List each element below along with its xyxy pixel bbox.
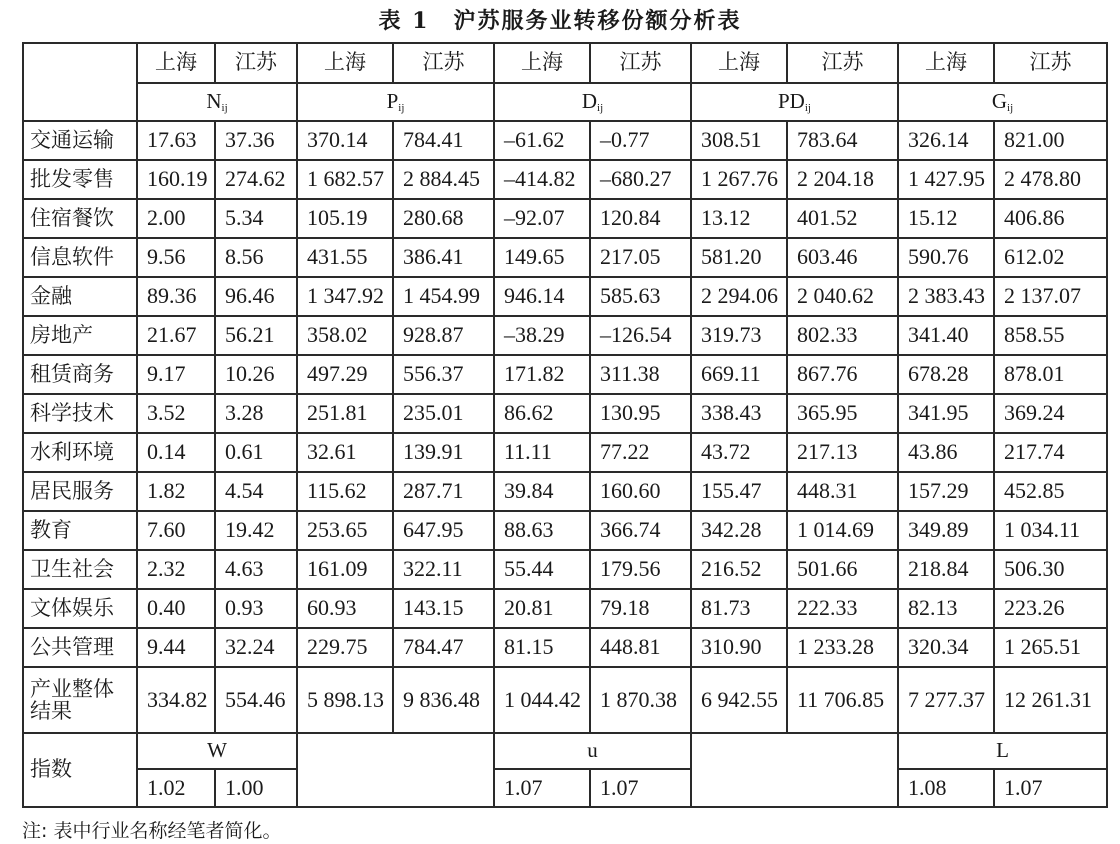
industry-label: 居民服务 (23, 472, 137, 511)
index-symbol: L (898, 733, 1107, 769)
table-cell: 448.31 (787, 472, 898, 511)
table-cell: 554.46 (215, 667, 297, 733)
table-cell: 0.40 (137, 589, 215, 628)
table-cell: 11 706.85 (787, 667, 898, 733)
table-cell: 274.62 (215, 160, 297, 199)
table-cell: 21.67 (137, 316, 215, 355)
table-cell: 310.90 (691, 628, 787, 667)
table-cell: 251.81 (297, 394, 393, 433)
table-cell: 157.29 (898, 472, 994, 511)
table-cell: 2 884.45 (393, 160, 494, 199)
industry-label: 文体娱乐 (23, 589, 137, 628)
region-header: 上海 (494, 43, 590, 83)
table-number: 表 1 (378, 8, 430, 34)
table-cell: 366.74 (590, 511, 691, 550)
table-cell: –38.29 (494, 316, 590, 355)
table-cell: 349.89 (898, 511, 994, 550)
table-cell: 222.33 (787, 589, 898, 628)
table-row (23, 394, 1107, 433)
table-cell: 88.63 (494, 511, 590, 550)
table-cell: 431.55 (297, 238, 393, 277)
table-row (23, 355, 1107, 394)
table-cell: 1 014.69 (787, 511, 898, 550)
table-cell: 878.01 (994, 355, 1107, 394)
table-cell: 2 040.62 (787, 277, 898, 316)
table-cell: 5.34 (215, 199, 297, 238)
table-cell: 802.33 (787, 316, 898, 355)
region-header: 江苏 (994, 43, 1107, 83)
table-cell: –92.07 (494, 199, 590, 238)
table-row (23, 511, 1107, 550)
region-header: 江苏 (393, 43, 494, 83)
index-value: 1.07 (994, 769, 1107, 807)
table-cell: 81.15 (494, 628, 590, 667)
table-cell: 115.62 (297, 472, 393, 511)
table-cell: 12 261.31 (994, 667, 1107, 733)
table-cell: 1 682.57 (297, 160, 393, 199)
table-cell: 9.56 (137, 238, 215, 277)
table-cell: 20.81 (494, 589, 590, 628)
table-cell: 2 204.18 (787, 160, 898, 199)
table-cell: 928.87 (393, 316, 494, 355)
table-cell: 358.02 (297, 316, 393, 355)
table-cell: 341.95 (898, 394, 994, 433)
table-row (23, 277, 1107, 316)
table-cell: 585.63 (590, 277, 691, 316)
index-symbol: W (137, 733, 297, 769)
table-cell: 386.41 (393, 238, 494, 277)
table-cell: 287.71 (393, 472, 494, 511)
table-cell: 448.81 (590, 628, 691, 667)
table-cell: 32.61 (297, 433, 393, 472)
table-cell: 19.42 (215, 511, 297, 550)
table-cell: 223.26 (994, 589, 1107, 628)
table-cell: 867.76 (787, 355, 898, 394)
table-cell: 81.73 (691, 589, 787, 628)
metric-header: $P_{ij}$ (297, 83, 494, 121)
index-value: 1.07 (494, 769, 590, 807)
total-row (23, 667, 1107, 733)
table-cell: 218.84 (898, 550, 994, 589)
data-rows (23, 121, 1107, 667)
table-cell: 280.68 (393, 199, 494, 238)
table-cell: 10.26 (215, 355, 297, 394)
table-cell: –414.82 (494, 160, 590, 199)
table-cell: 338.43 (691, 394, 787, 433)
table-cell: 217.13 (787, 433, 898, 472)
table-cell: 43.86 (898, 433, 994, 472)
table-cell: 149.65 (494, 238, 590, 277)
table-cell: 217.05 (590, 238, 691, 277)
table-cell: 130.95 (590, 394, 691, 433)
table-cell: 60.93 (297, 589, 393, 628)
table-cell: 341.40 (898, 316, 994, 355)
table-cell: 171.82 (494, 355, 590, 394)
table-cell: 0.14 (137, 433, 215, 472)
table-cell: 15.12 (898, 199, 994, 238)
region-header: 江苏 (787, 43, 898, 83)
table-cell: 2.00 (137, 199, 215, 238)
table-cell: 678.28 (898, 355, 994, 394)
table-cell: 7.60 (137, 511, 215, 550)
table-cell: 1 034.11 (994, 511, 1107, 550)
table-cell: 497.29 (297, 355, 393, 394)
table-cell: –680.27 (590, 160, 691, 199)
table-cell: 647.95 (393, 511, 494, 550)
table-cell: –126.54 (590, 316, 691, 355)
industry-label: 住宿餐饮 (23, 199, 137, 238)
industry-label: 批发零售 (23, 160, 137, 199)
table-cell: 452.85 (994, 472, 1107, 511)
table-cell: 2 478.80 (994, 160, 1107, 199)
table-cell: 139.91 (393, 433, 494, 472)
table-cell: 365.95 (787, 394, 898, 433)
table-cell: 217.74 (994, 433, 1107, 472)
table-cell: 253.65 (297, 511, 393, 550)
table-cell: 55.44 (494, 550, 590, 589)
region-header: 上海 (898, 43, 994, 83)
table-cell: 3.52 (137, 394, 215, 433)
table-cell: 1 347.92 (297, 277, 393, 316)
table-cell: 89.36 (137, 277, 215, 316)
table-cell: 581.20 (691, 238, 787, 277)
industry-label: 卫生社会 (23, 550, 137, 589)
table-cell: 13.12 (691, 199, 787, 238)
table-cell: 8.56 (215, 238, 297, 277)
industry-label: 科学技术 (23, 394, 137, 433)
table-cell: 161.09 (297, 550, 393, 589)
table-cell: 590.76 (898, 238, 994, 277)
table-cell: 105.19 (297, 199, 393, 238)
table-cell: 784.47 (393, 628, 494, 667)
table-cell: 783.64 (787, 121, 898, 160)
table-cell: 143.15 (393, 589, 494, 628)
index-symbol-row (23, 733, 1107, 769)
region-header: 上海 (137, 43, 215, 83)
table-cell: 1 454.99 (393, 277, 494, 316)
table-caption: 沪苏服务业转移份额分析表 (453, 8, 742, 34)
table-cell: 77.22 (590, 433, 691, 472)
table-cell: 401.52 (787, 199, 898, 238)
corner-cell (23, 43, 137, 121)
table-cell: 160.60 (590, 472, 691, 511)
table-cell: 308.51 (691, 121, 787, 160)
metric-header: $N_{ij}$ (137, 83, 297, 121)
region-header: 江苏 (215, 43, 297, 83)
table-cell: 6 942.55 (691, 667, 787, 733)
table-cell: 311.38 (590, 355, 691, 394)
region-header: 江苏 (590, 43, 691, 83)
blank-cell (691, 733, 898, 807)
table-cell: 603.46 (787, 238, 898, 277)
table-row (23, 550, 1107, 589)
table-cell: 229.75 (297, 628, 393, 667)
table-cell: 612.02 (994, 238, 1107, 277)
table-cell: 96.46 (215, 277, 297, 316)
table-cell: 946.14 (494, 277, 590, 316)
industry-label: 信息软件 (23, 238, 137, 277)
metric-header-row (23, 83, 1107, 121)
table-row (23, 628, 1107, 667)
table-title (0, 4, 1120, 35)
table-row (23, 433, 1107, 472)
table-cell: 17.63 (137, 121, 215, 160)
table-cell: 1 427.95 (898, 160, 994, 199)
table-cell: 160.19 (137, 160, 215, 199)
region-header-row (23, 43, 1107, 83)
table-cell: 179.56 (590, 550, 691, 589)
shift-share-table (22, 42, 1108, 808)
industry-label: 公共管理 (23, 628, 137, 667)
table-cell: 669.11 (691, 355, 787, 394)
table-cell: 235.01 (393, 394, 494, 433)
table-cell: 322.11 (393, 550, 494, 589)
table-cell: 216.52 (691, 550, 787, 589)
table-footnote: 注: 表中行业名称经笔者简化。 (22, 820, 282, 842)
metric-header: $PD_{ij}$ (691, 83, 898, 121)
region-header: 上海 (691, 43, 787, 83)
table-cell: 43.72 (691, 433, 787, 472)
table-cell: 326.14 (898, 121, 994, 160)
table-row (23, 589, 1107, 628)
table-cell: 858.55 (994, 316, 1107, 355)
table-cell: 82.13 (898, 589, 994, 628)
table-cell: –61.62 (494, 121, 590, 160)
table-cell: 9 836.48 (393, 667, 494, 733)
table-cell: 2 294.06 (691, 277, 787, 316)
metric-header: $D_{ij}$ (494, 83, 691, 121)
table-cell: 7 277.37 (898, 667, 994, 733)
table-row (23, 121, 1107, 160)
index-value: 1.00 (215, 769, 297, 807)
table-cell: 334.82 (137, 667, 215, 733)
industry-label: 房地产 (23, 316, 137, 355)
table-cell: 1 870.38 (590, 667, 691, 733)
industry-label: 水利环境 (23, 433, 137, 472)
table-row (23, 160, 1107, 199)
index-value: 1.02 (137, 769, 215, 807)
industry-label: 教育 (23, 511, 137, 550)
table-cell: 319.73 (691, 316, 787, 355)
table-cell: 406.86 (994, 199, 1107, 238)
table-cell: 506.30 (994, 550, 1107, 589)
table-cell: 4.54 (215, 472, 297, 511)
table-row (23, 472, 1107, 511)
index-label: 指数 (23, 733, 137, 807)
table-cell: 784.41 (393, 121, 494, 160)
industry-label: 租赁商务 (23, 355, 137, 394)
table-cell: 4.63 (215, 550, 297, 589)
table-cell: 120.84 (590, 199, 691, 238)
table-cell: 2 137.07 (994, 277, 1107, 316)
index-value: 1.08 (898, 769, 994, 807)
table-cell: 320.34 (898, 628, 994, 667)
table-cell: 342.28 (691, 511, 787, 550)
table-cell: 56.21 (215, 316, 297, 355)
table-row (23, 238, 1107, 277)
table-cell: 79.18 (590, 589, 691, 628)
table-cell: 39.84 (494, 472, 590, 511)
region-header: 上海 (297, 43, 393, 83)
metric-header: $G_{ij}$ (898, 83, 1107, 121)
table-cell: 155.47 (691, 472, 787, 511)
table-cell: 0.61 (215, 433, 297, 472)
table-cell: 1 265.51 (994, 628, 1107, 667)
industry-label: 交通运输 (23, 121, 137, 160)
table-cell: 1.82 (137, 472, 215, 511)
table-cell: 11.11 (494, 433, 590, 472)
table-cell: 86.62 (494, 394, 590, 433)
blank-cell (297, 733, 494, 807)
table-cell: 0.93 (215, 589, 297, 628)
table-cell: 369.24 (994, 394, 1107, 433)
index-value: 1.07 (590, 769, 691, 807)
table-cell: 2 383.43 (898, 277, 994, 316)
table-row (23, 199, 1107, 238)
total-row-label: 产业整体 结果 (23, 667, 137, 733)
table-cell: 32.24 (215, 628, 297, 667)
table-cell: 9.17 (137, 355, 215, 394)
table-cell: 1 267.76 (691, 160, 787, 199)
table-cell: –0.77 (590, 121, 691, 160)
table-cell: 37.36 (215, 121, 297, 160)
table-cell: 5 898.13 (297, 667, 393, 733)
table-cell: 1 233.28 (787, 628, 898, 667)
table-row (23, 316, 1107, 355)
table-cell: 556.37 (393, 355, 494, 394)
industry-label: 金融 (23, 277, 137, 316)
table-cell: 370.14 (297, 121, 393, 160)
index-symbol: u (494, 733, 691, 769)
table-cell: 1 044.42 (494, 667, 590, 733)
table-cell: 2.32 (137, 550, 215, 589)
table-cell: 821.00 (994, 121, 1107, 160)
table-cell: 3.28 (215, 394, 297, 433)
table-cell: 9.44 (137, 628, 215, 667)
table-cell: 501.66 (787, 550, 898, 589)
index-value-row (23, 769, 1107, 807)
